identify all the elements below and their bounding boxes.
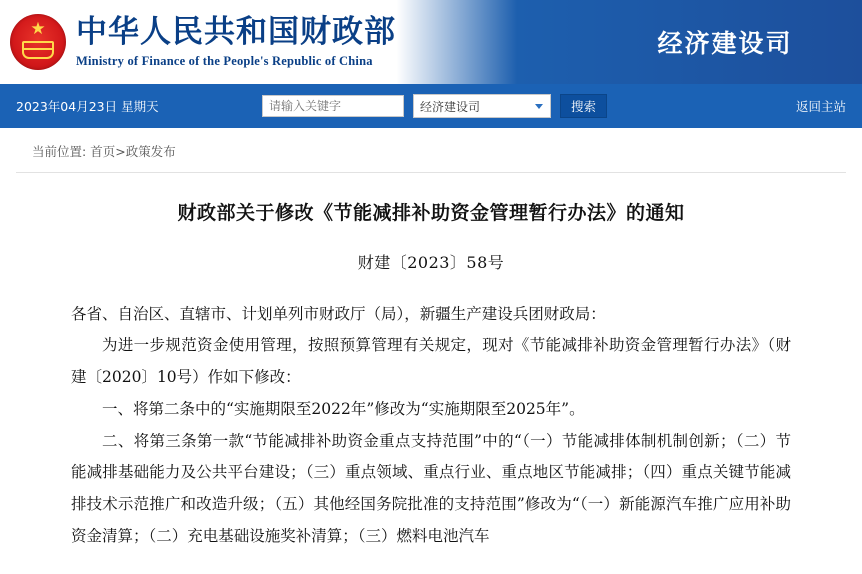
site-title-en: Ministry of Finance of the People's Republic of China	[76, 53, 373, 68]
site-header	[0, 0, 862, 84]
chevron-down-icon	[535, 104, 543, 109]
site-branding	[0, 14, 396, 70]
breadcrumb-separator: >	[115, 144, 126, 159]
site-title-cn: 中华人民共和国财政部	[76, 14, 396, 51]
current-date: 2023年04月23日 星期天	[16, 99, 159, 114]
article-paragraph: 一、将第二条中的“实施期限至2022年”修改为“实施期限至2025年”。	[102, 399, 585, 418]
article-paragraph: 各省、自治区、直辖市、计划单列市财政厅（局），新疆生产建设兵团财政局：	[71, 304, 606, 323]
article-body	[71, 299, 791, 553]
back-to-main-site-link[interactable]: 返回主站	[795, 99, 846, 114]
breadcrumb-home-link[interactable]: 首页	[90, 144, 116, 159]
top-navbar	[0, 84, 862, 128]
search-input[interactable]	[262, 95, 404, 117]
search-area	[262, 84, 607, 128]
department-banner	[562, 0, 862, 84]
article	[71, 173, 791, 553]
search-category-value: 经济建设司	[420, 99, 481, 114]
breadcrumb-label: 当前位置:	[32, 144, 87, 159]
document-number: 财建〔2023〕58号	[357, 252, 505, 272]
breadcrumb-wrap	[0, 128, 862, 173]
breadcrumb	[16, 142, 846, 173]
search-category-select[interactable]	[413, 94, 551, 118]
site-title-block	[76, 15, 396, 68]
article-paragraph: 为进一步规范资金使用管理，按照预算管理有关规定，现对《节能减排补助资金管理暂行办法》（财建〔2020〕10号）作如下修改：	[71, 336, 791, 387]
department-name: 经济建设司	[657, 29, 793, 58]
article-paragraph: 二、将第三条第一款“节能减排补助资金重点支持范围”中的“（一）节能减排体制机制创新；（二）节能减排基础能力及公共平台建设；（三）重点领域、重点行业、重点地区节能减排；（四）重点关键节能减排技术示范推广和改造升级；（五）其他经国务院批准的支持范围”修改为“（一）新能源汽车推广应用补助资金清算；（二）充电基础设施奖补清算；（三）燃料电池汽车	[71, 431, 791, 545]
breadcrumb-current: 政策发布	[125, 144, 176, 159]
national-emblem-icon	[10, 14, 66, 70]
page-title: 财政部关于修改《节能减排补助资金管理暂行办法》的通知	[177, 202, 685, 224]
search-button[interactable]: 搜索	[560, 94, 607, 118]
